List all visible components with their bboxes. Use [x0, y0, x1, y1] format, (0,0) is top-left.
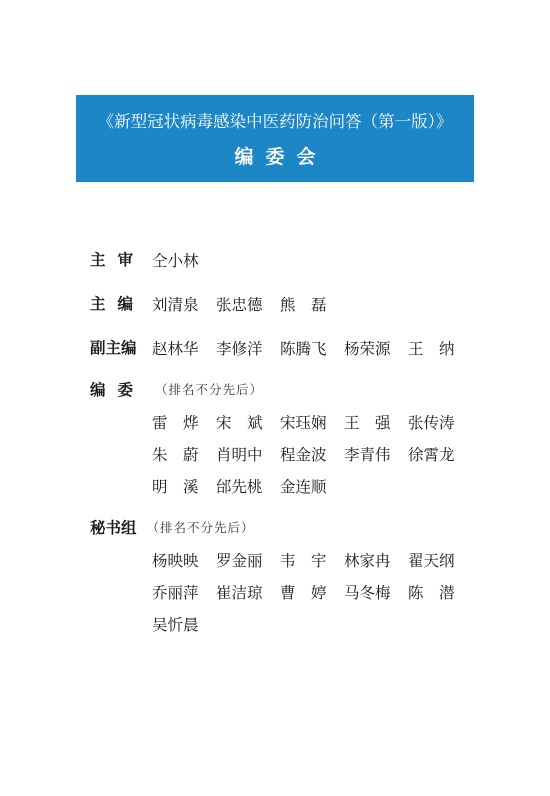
secretariat-label: 秘书组: [90, 519, 137, 537]
person-name: 肖明中: [216, 446, 263, 464]
person-name: 宋 斌: [216, 414, 263, 432]
person-name: 金连顺: [280, 478, 327, 496]
person-name: 罗金丽: [216, 552, 263, 570]
person-name: 陈 潜: [408, 584, 455, 602]
person-name: 杨荣源: [344, 340, 391, 358]
person-name: 王 纳: [408, 340, 455, 358]
person-name: 崔洁琼: [216, 584, 263, 602]
person-name: 张忠德: [216, 296, 263, 314]
document-title: 《新型冠状病毒感染中医药防治问答（第一版）》: [97, 112, 453, 131]
secretariat-names-row-3: [152, 613, 216, 635]
person-name: 吴忻晨: [152, 616, 199, 634]
editorial-board-names-row-3: [152, 475, 344, 497]
editorial-board-names-row-1: [152, 411, 472, 433]
person-name: 韦 宇: [280, 552, 327, 570]
editorial-board-label: 编委: [90, 381, 146, 399]
secretariat-names-row-1: [152, 549, 472, 571]
chief-reviewer-names: [152, 249, 216, 271]
person-name: 李青伟: [344, 446, 391, 464]
deputy-editor-row: [90, 336, 146, 358]
title-banner: [76, 95, 474, 182]
person-name: 邰先桃: [216, 478, 263, 496]
secretariat-names-row-2: [152, 581, 472, 603]
secretariat-row: [90, 516, 255, 538]
person-name: 徐霄龙: [408, 446, 455, 464]
person-name: 张传涛: [408, 414, 455, 432]
person-name: 王 强: [344, 414, 391, 432]
person-name: 雷 烨: [152, 414, 199, 432]
person-name: 陈腾飞: [280, 340, 327, 358]
person-name: 刘清泉: [152, 296, 199, 314]
ordering-note: （排名不分先后）: [155, 382, 264, 397]
person-name: 程金波: [280, 446, 327, 464]
chief-reviewer-row: [90, 248, 146, 270]
editorial-board-names-row-2: [152, 443, 472, 465]
person-name: 宋珏娴: [280, 414, 327, 432]
person-name: 翟天纲: [408, 552, 455, 570]
person-name: 马冬梅: [344, 584, 391, 602]
editorial-committee-heading: 编委会: [234, 146, 328, 168]
chief-editor-names: [152, 293, 344, 315]
chief-editor-label: 主编: [90, 295, 146, 313]
person-name: 林家冉: [344, 552, 391, 570]
person-name: 杨映映: [152, 552, 199, 570]
person-name: 乔丽萍: [152, 584, 199, 602]
person-name: 仝小林: [152, 252, 199, 270]
ordering-note: （排名不分先后）: [146, 520, 255, 535]
chief-reviewer-label: 主审: [90, 251, 146, 269]
person-name: 朱 蔚: [152, 446, 199, 464]
chief-editor-row: [90, 292, 146, 314]
person-name: 赵林华: [152, 340, 199, 358]
person-name: 曹 婷: [280, 584, 327, 602]
deputy-editor-names: [152, 337, 472, 359]
person-name: 李修洋: [216, 340, 263, 358]
deputy-editor-label: 副主编: [90, 339, 137, 357]
editorial-board-row: [90, 378, 263, 400]
person-name: 明 溪: [152, 478, 199, 496]
person-name: 熊 磊: [280, 296, 327, 314]
